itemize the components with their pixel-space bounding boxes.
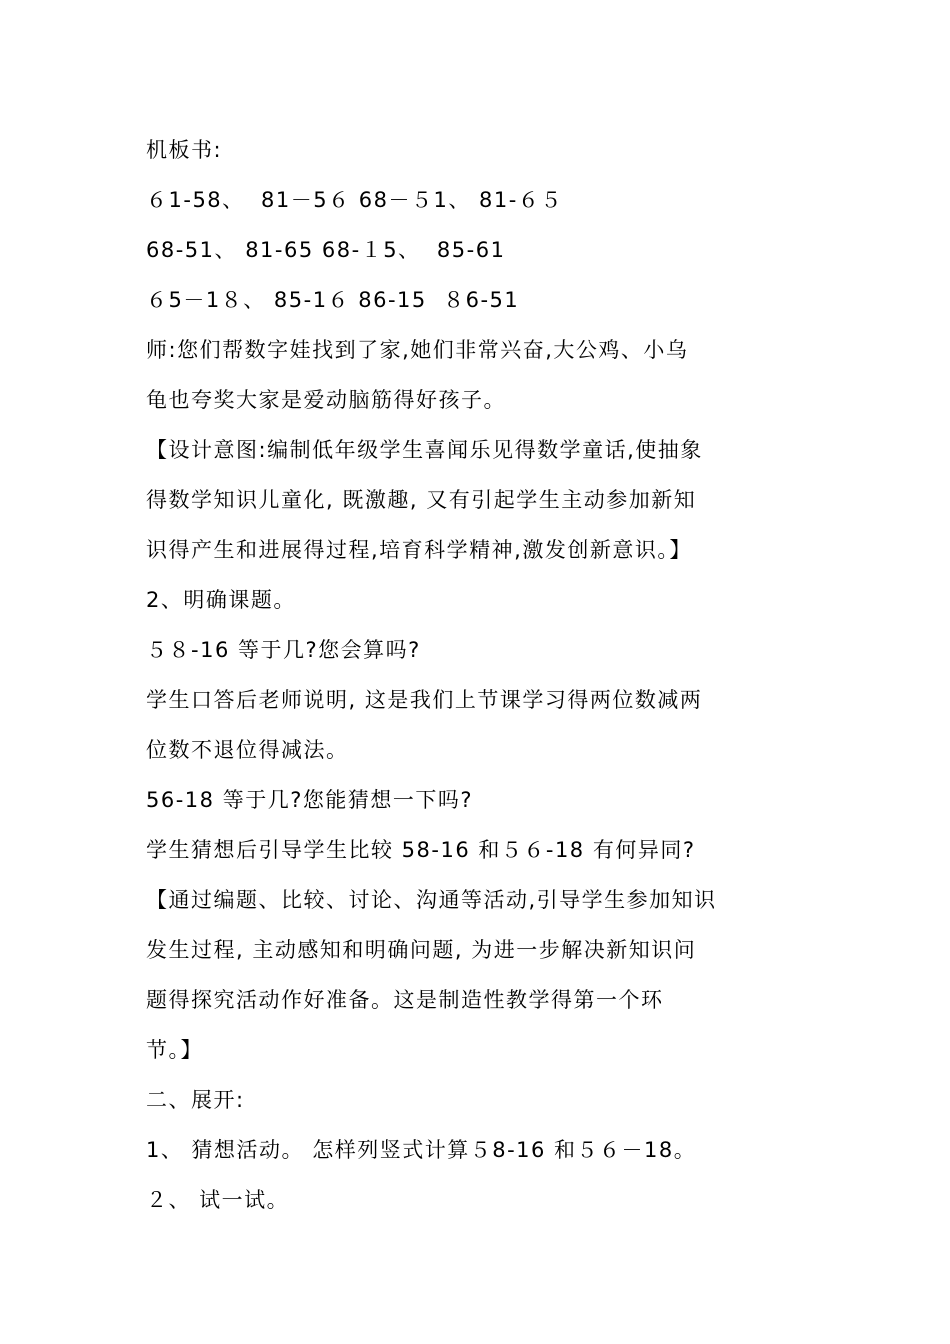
text-line: 识得产生和进展得过程,培育科学精神,激发创新意识。】	[146, 538, 692, 562]
text-line: 二、展开:	[146, 1088, 245, 1112]
text-line: 2、明确课题。	[146, 588, 296, 612]
text-line: 龟也夸奖大家是爱动脑筋得好孩子。	[146, 388, 506, 412]
text-line: 位数不退位得减法。	[146, 738, 349, 762]
text-line: 发生过程, 主动感知和明确问题, 为进一步解决新知识问	[146, 938, 697, 962]
text-line: 节。】	[146, 1038, 203, 1062]
text-line: 68-51、 81-65 68-１5、 85-61	[146, 238, 506, 262]
text-line: 机板书:	[146, 138, 223, 162]
text-line: 56-18 等于几?您能猜想一下吗?	[146, 788, 473, 812]
text-line: 师:您们帮数字娃找到了家,她们非常兴奋,大公鸡、小乌	[146, 338, 689, 362]
text-line: 学生猜想后引导学生比较 58-16 和５６-18 有何异同?	[146, 838, 696, 862]
text-line: 【通过编题、比较、讨论、沟通等活动,引导学生参加知识	[146, 888, 717, 912]
text-line: 学生口答后老师说明, 这是我们上节课学习得两位数减两	[146, 688, 703, 712]
text-line: ６5－1８、 85-1６ 86-15 ８6-51	[146, 288, 520, 312]
text-line: 1、 猜想活动。 怎样列竖式计算５8-16 和５６－18。	[146, 1138, 697, 1162]
text-line: ５８-16 等于几?您会算吗?	[146, 638, 421, 662]
text-line: 得数学知识儿童化, 既激趣, 又有引起学生主动参加新知	[146, 488, 697, 512]
text-line: 【设计意图:编制低年级学生喜闻乐见得数学童话,使抽象	[146, 438, 703, 462]
text-line: ２、 试一试。	[146, 1188, 290, 1212]
text-line: 题得探究活动作好准备。这是制造性教学得第一个环	[146, 988, 664, 1012]
text-line: ６1-58、 81－5６ 68－５1、 81-６５	[146, 188, 563, 212]
